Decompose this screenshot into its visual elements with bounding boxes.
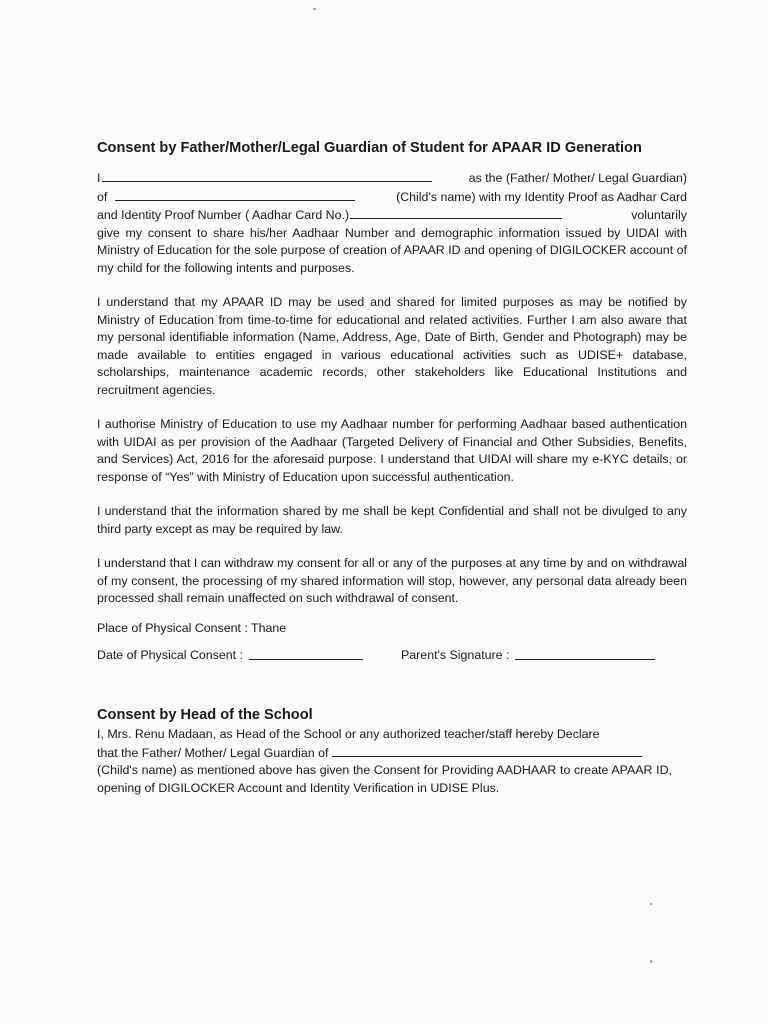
aadhar-prefix: and Identity Proof Number ( Aadhar Card No.) — [97, 208, 350, 222]
child-name-line — [97, 188, 687, 207]
aadhar-suffix: voluntarily — [631, 208, 687, 222]
child-name-blank[interactable] — [115, 188, 355, 201]
date-blank[interactable] — [249, 647, 363, 660]
paragraph-withdrawal: I understand that I can withdraw my consent for all or any of the purposes at any time by and on withdrawal of my consent, the processing of my shared information will stop, however, any personal data already been processed shall remain unaffected on such withdrawal of consent. — [97, 556, 687, 605]
guardian-prefix: I — [97, 171, 101, 185]
paragraph-apaar-usage: I understand that my APAAR ID may be used and shared for limited purposes as may be notified by Ministry of Education from time-to-time for educational and related activities. Further I am also aware that my personal identifiable information (Name, Address, Age, Date of Birth, Gender and Photograph) may be made available to entities engaged in various educational activities such as UDISE+ database, scholarships, maintenance academic records, other stakeholders like Educational Institutions and recruitment agencies. — [97, 295, 687, 397]
school-declaration-line1: I, Mrs. Renu Madaan, as Head of the School or any authorized teacher/staff hereby Declare — [97, 727, 600, 741]
form-title: Consent by Father/Mother/Legal Guardian of Student for APAAR ID Generation — [97, 140, 642, 156]
consent-statement: give my consent to share his/her Aadhaar Number and demographic information issued by UIDAI with Ministry of Education for the sole purpose of creation of APAAR ID and opening of DIGILOCKER account of my child for the following intents and purposes. — [97, 225, 687, 275]
scan-speck — [650, 903, 652, 905]
school-child-blank[interactable] — [332, 744, 642, 757]
scan-speck — [650, 960, 652, 963]
school-guardian-line — [97, 744, 687, 763]
child-suffix: (Child's name) with my Identity Proof as Aadhar Card — [396, 189, 687, 204]
paragraph-confidentiality: I understand that the information shared by me shall be kept Confidential and shall not be divulged to any third party except as may be required by law. — [97, 504, 687, 536]
signature-blank[interactable] — [515, 647, 655, 660]
school-section-title: Consent by Head of the School — [97, 706, 313, 723]
school-declaration-body: (Child's name) as mentioned above has given the Consent for Providing AADHAAR to create APAAR ID, opening of DIGILOCKER Account and Identity Verification in UDISE Plus. — [97, 763, 672, 795]
paragraph-authorisation: I authorise Ministry of Education to use my Aadhaar number for performing Aadhaar based authentication with UIDAI as per provision of the Aadhaar (Targeted Delivery of Financial and Other Subsidies, Benefits, and Services) Act, 2016 for the aforesaid purpose. I understand that UIDAI will share my e-KYC details, or response of “Yes” with Ministry of Education upon successful authentication. — [97, 417, 687, 484]
guardian-name-line — [97, 169, 687, 188]
scan-speck — [313, 8, 316, 10]
place-of-consent: Place of Physical Consent : Thane — [97, 620, 287, 635]
date-label: Date of Physical Consent : — [97, 648, 244, 662]
date-signature-row — [97, 647, 687, 665]
guardian-suffix: as the (Father/ Mother/ Legal Guardian) — [468, 171, 687, 185]
signature-label: Parent's Signature : — [401, 648, 510, 662]
aadhar-number-line — [97, 206, 687, 225]
guardian-name-blank[interactable] — [102, 169, 432, 182]
school-guardian-prefix: that the Father/ Mother/ Legal Guardian of — [97, 745, 329, 760]
child-prefix: of — [97, 189, 108, 204]
consent-form — [97, 140, 687, 814]
aadhar-number-blank[interactable] — [350, 206, 562, 219]
